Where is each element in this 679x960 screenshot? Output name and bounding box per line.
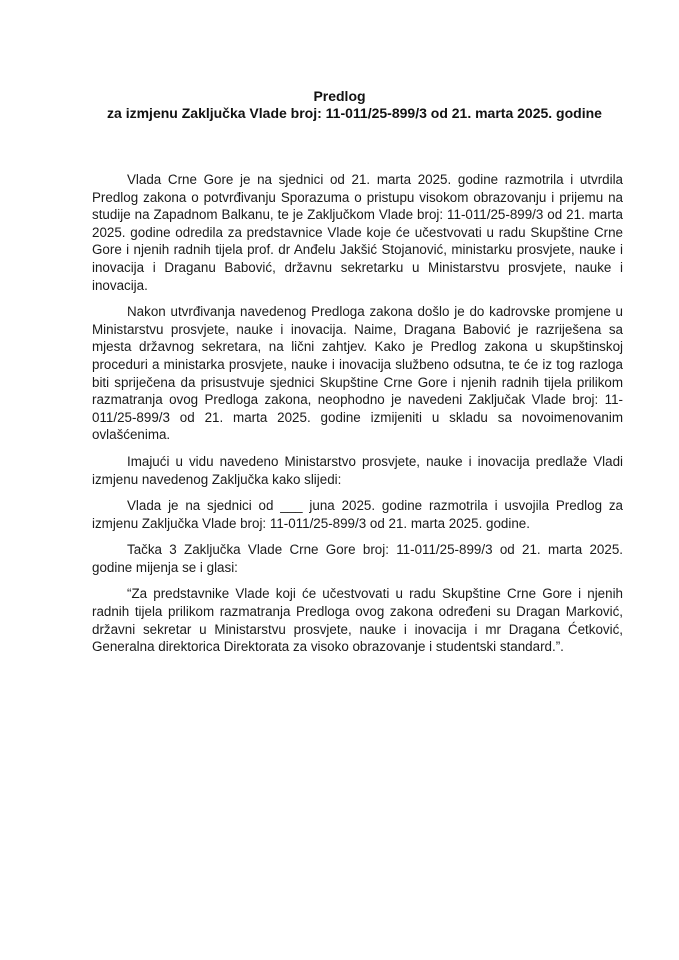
text-line: biti spriječena da prisustvuje sjednici Skupštine Crne Gore i njenih radnih tijela prilikom bbox=[92, 374, 623, 390]
text-line: studije na Zapadnom Balkanu, te je Zaključkom Vlade broj: 11-011/25-899/3 od 21. marta bbox=[92, 207, 623, 223]
text-line: državni sekretar u Ministarstvu prosvjete, nauke i inovacija i mr Dragana Ćetković, bbox=[92, 621, 623, 637]
paragraph-3 bbox=[92, 453, 623, 488]
text-line: Imajući u vidu navedeno Ministarstvo prosvjete, nauke i inovacija predlaže Vladi bbox=[127, 453, 623, 469]
text-line: “Za predstavnike Vlade koji će učestvovati u radu Skupštine Crne Gore i njenih bbox=[127, 586, 623, 602]
text-line: Ministarstvu prosvjete, nauke i inovacija. Naime, Dragana Babović je razriješena sa bbox=[92, 321, 623, 337]
text-line: izmjenu Zaključka Vlade broj: 11-011/25-899/3 od 21. marta 2025. godine. bbox=[92, 515, 530, 531]
title-line-2: za izmjenu Zaključka Vlade broj: 11-011/25-899/3 od 21. marta 2025. godine bbox=[107, 105, 602, 121]
paragraph-5 bbox=[92, 541, 623, 576]
text-line: godine mijenja se i glasi: bbox=[92, 559, 238, 575]
title-line-1: Predlog bbox=[313, 88, 366, 104]
text-line: Tačka 3 Zaključka Vlade Crne Gore broj: 11-011/25-899/3 od 21. marta 2025. bbox=[127, 542, 623, 558]
text-line: Vlada Crne Gore je na sjednici od 21. marta 2025. godine razmotrila i utvrdila bbox=[127, 172, 623, 187]
paragraph-1 bbox=[92, 171, 623, 294]
text-line: izmjenu navedenog Zaključka kako slijedi: bbox=[92, 471, 342, 487]
document-body bbox=[92, 171, 623, 665]
text-line: inovacija. bbox=[92, 277, 148, 293]
text-line: mjesta državnog sekretara, na lični zahtjev. Kako je Predlog zakona u skupštinskoj bbox=[92, 339, 623, 355]
text-line: Vlada je na sjednici od ___ juna 2025. godine razmotrila i usvojila Predlog za bbox=[127, 498, 623, 514]
text-line: proceduri a ministarka prosvjete, nauke i inovacija službeno odsutna, te će iz tog razloga bbox=[92, 356, 623, 372]
text-line: inovacija i Draganu Babović, državnu sekretarku u Ministarstvu prosvjete, nauke i bbox=[92, 259, 623, 275]
text-line: radnih tijela prilikom razmatranja Predloga ovog zakona određeni su Dragan Marković, bbox=[92, 604, 623, 620]
text-line: razmatranja ovog Predloga zakona, neophodno je navedeni Zaključak Vlade broj: 11- bbox=[92, 392, 623, 408]
paragraph-6-quoted-amendment bbox=[92, 585, 623, 655]
text-line: Nakon utvrđivanja navedenog Predloga zakona došlo je do kadrovske promjene u bbox=[127, 304, 623, 320]
document-title bbox=[0, 88, 679, 122]
text-line: 011/25-899/3 od 21. marta 2025. godine izmijeniti u skladu sa novoimenovanim bbox=[92, 409, 623, 425]
text-line: Generalna direktorica Direktorata za visoko obrazovanje i studentski standard.”. bbox=[92, 639, 564, 655]
text-line: ovlašćenima. bbox=[92, 427, 171, 443]
text-line: Predlog zakona o potvrđivanju Sporazuma o pristupu visokom obrazovanju i prijemu na bbox=[92, 189, 623, 205]
text-line: Gore i njenih radnih tijela prof. dr Anđelu Jakšić Stojanović, ministarku prosvjete, nauke i bbox=[92, 242, 623, 258]
paragraph-2 bbox=[92, 303, 623, 444]
paragraph-4 bbox=[92, 497, 623, 532]
text-line: 2025. godine odredila za predstavnice Vlade koje će učestvovati u radu Skupštine Crne bbox=[92, 224, 623, 240]
